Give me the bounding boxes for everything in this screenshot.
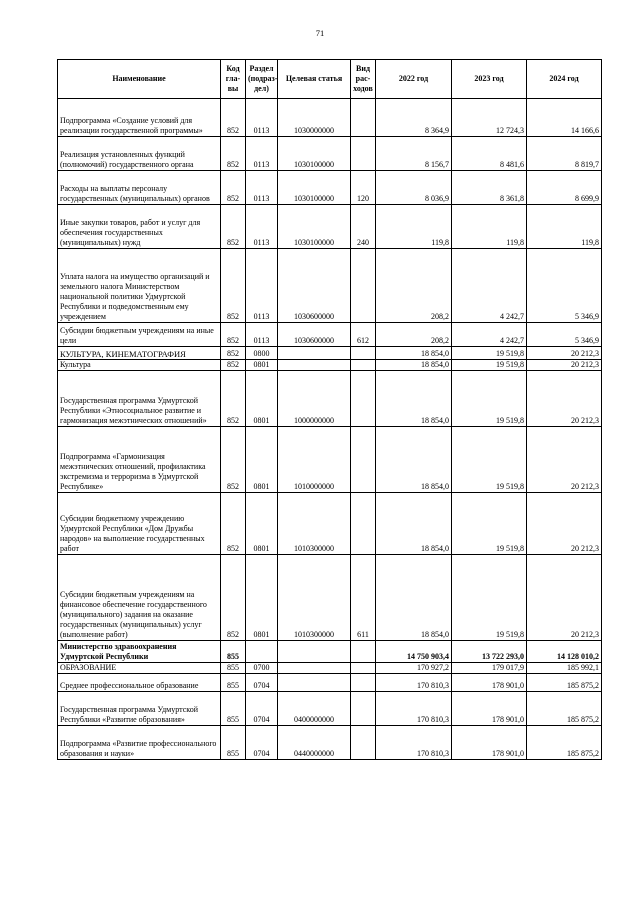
row-section: 0113: [246, 99, 278, 137]
row-section: [246, 641, 278, 663]
table-row: [58, 555, 602, 641]
row-target: [278, 674, 351, 692]
row-code: 852: [221, 493, 246, 555]
row-section: 0704: [246, 726, 278, 760]
row-code: 852: [221, 99, 246, 137]
header-2022: 2022 год: [376, 60, 452, 99]
row-section: 0113: [246, 323, 278, 347]
row-type: 611: [351, 555, 376, 641]
row-2024: 8 699,9: [527, 171, 602, 205]
row-2022: 170 927,2: [376, 663, 452, 674]
row-type: 612: [351, 323, 376, 347]
row-target: [278, 360, 351, 371]
row-type: [351, 249, 376, 323]
row-name: Субсидии бюджетным учреждениям на иные цели: [58, 323, 221, 347]
row-target: 1000000000: [278, 371, 351, 427]
row-2023: 179 017,9: [452, 663, 527, 674]
header-code: Код гла-вы: [221, 60, 246, 99]
row-2023: 19 519,8: [452, 347, 527, 360]
row-2024: 5 346,9: [527, 249, 602, 323]
row-2023: 4 242,7: [452, 323, 527, 347]
row-name: Уплата налога на имущество организаций и земельного налога Министерством национальной политики Удмуртской Республики и подведомственным ему учреждением: [58, 249, 221, 323]
row-type: [351, 493, 376, 555]
row-2023: 19 519,8: [452, 360, 527, 371]
row-type: [351, 360, 376, 371]
row-name: Культура: [58, 360, 221, 371]
row-2024: 185 875,2: [527, 726, 602, 760]
row-2022: 119,8: [376, 205, 452, 249]
row-2022: 170 810,3: [376, 726, 452, 760]
row-type: [351, 371, 376, 427]
row-2023: 178 901,0: [452, 674, 527, 692]
row-type: [351, 99, 376, 137]
row-name: Расходы на выплаты персоналу государственных (муниципальных) органов: [58, 171, 221, 205]
row-type: [351, 674, 376, 692]
table-row: [58, 360, 602, 371]
row-type: [351, 641, 376, 663]
row-2023: 13 722 293,0: [452, 641, 527, 663]
row-2024: 20 212,3: [527, 493, 602, 555]
row-target: 1030100000: [278, 171, 351, 205]
row-code: 852: [221, 323, 246, 347]
row-2024: 8 819,7: [527, 137, 602, 171]
row-name: КУЛЬТУРА, КИНЕМАТОГРАФИЯ: [58, 347, 221, 360]
row-section: 0113: [246, 137, 278, 171]
row-target: 1030000000: [278, 99, 351, 137]
row-section: 0113: [246, 205, 278, 249]
row-section: 0704: [246, 674, 278, 692]
row-2022: 14 750 903,4: [376, 641, 452, 663]
row-code: 855: [221, 674, 246, 692]
header-name: Наименование: [58, 60, 221, 99]
header-2023: 2023 год: [452, 60, 527, 99]
table-row: [58, 726, 602, 760]
row-2022: 8 364,9: [376, 99, 452, 137]
row-2022: 170 810,3: [376, 692, 452, 726]
row-target: 1030600000: [278, 323, 351, 347]
header-2024: 2024 год: [527, 60, 602, 99]
row-2024: 5 346,9: [527, 323, 602, 347]
row-2022: 8 036,9: [376, 171, 452, 205]
row-type: [351, 347, 376, 360]
table-row: [58, 249, 602, 323]
table-row: [58, 493, 602, 555]
row-target: [278, 347, 351, 360]
row-section: 0704: [246, 692, 278, 726]
row-name: Министерство здравоохранения Удмуртской Республики: [58, 641, 221, 663]
row-2024: 119,8: [527, 205, 602, 249]
table-row: [58, 674, 602, 692]
row-section: 0801: [246, 493, 278, 555]
row-2023: 8 481,6: [452, 137, 527, 171]
row-name: Субсидии бюджетному учреждению Удмуртской Республики «Дом Дружбы народов» на выполнение государственных работ: [58, 493, 221, 555]
row-2024: 14 166,6: [527, 99, 602, 137]
row-section: 0113: [246, 249, 278, 323]
header-type: Вид рас-ходов: [351, 60, 376, 99]
row-code: 852: [221, 171, 246, 205]
row-2022: 208,2: [376, 323, 452, 347]
row-target: 1030600000: [278, 249, 351, 323]
row-2023: 19 519,8: [452, 493, 527, 555]
row-2024: 20 212,3: [527, 347, 602, 360]
row-code: 852: [221, 205, 246, 249]
row-2024: 185 875,2: [527, 692, 602, 726]
row-name: Субсидии бюджетным учреждениям на финансовое обеспечение государственного (муниципального) задания на оказание государственных (муниципальных) услуг (выполнение работ): [58, 555, 221, 641]
row-2023: 8 361,8: [452, 171, 527, 205]
row-code: 855: [221, 726, 246, 760]
row-type: 120: [351, 171, 376, 205]
row-target: 0440000000: [278, 726, 351, 760]
row-section: 0113: [246, 171, 278, 205]
row-code: 852: [221, 360, 246, 371]
row-name: Подпрограмма «Гармонизация межэтнических отношений, профилактика экстремизма и терроризма в Удмуртской Республике»: [58, 427, 221, 493]
table-row: [58, 347, 602, 360]
row-target: 0400000000: [278, 692, 351, 726]
row-name: Среднее профессиональное образование: [58, 674, 221, 692]
row-type: 240: [351, 205, 376, 249]
row-2024: 185 875,2: [527, 674, 602, 692]
row-2023: 119,8: [452, 205, 527, 249]
row-code: 852: [221, 555, 246, 641]
table-row: [58, 663, 602, 674]
row-2022: 208,2: [376, 249, 452, 323]
row-target: 1030100000: [278, 137, 351, 171]
row-code: 852: [221, 347, 246, 360]
page-number: 71: [315, 28, 325, 38]
table-row: [58, 641, 602, 663]
row-2023: 12 724,3: [452, 99, 527, 137]
row-2023: 19 519,8: [452, 371, 527, 427]
row-2022: 18 854,0: [376, 371, 452, 427]
row-code: 852: [221, 137, 246, 171]
table-row: [58, 171, 602, 205]
row-2022: 18 854,0: [376, 347, 452, 360]
row-2022: 170 810,3: [376, 674, 452, 692]
row-section: 0801: [246, 427, 278, 493]
row-target: 1010300000: [278, 555, 351, 641]
row-2024: 14 128 010,2: [527, 641, 602, 663]
row-target: [278, 641, 351, 663]
row-type: [351, 137, 376, 171]
table-row: [58, 427, 602, 493]
table-row: [58, 692, 602, 726]
row-2023: 4 242,7: [452, 249, 527, 323]
row-target: 1030100000: [278, 205, 351, 249]
row-2022: 18 854,0: [376, 493, 452, 555]
row-2022: 18 854,0: [376, 427, 452, 493]
row-2024: 20 212,3: [527, 555, 602, 641]
table-header-row: [58, 60, 602, 99]
row-target: 1010300000: [278, 493, 351, 555]
row-2024: 20 212,3: [527, 371, 602, 427]
row-type: [351, 427, 376, 493]
row-name: Подпрограмма «Создание условий для реализации государственной программы»: [58, 99, 221, 137]
row-code: 852: [221, 427, 246, 493]
row-code: 855: [221, 641, 246, 663]
row-type: [351, 663, 376, 674]
row-2024: 185 992,1: [527, 663, 602, 674]
row-code: 852: [221, 371, 246, 427]
header-target: Целевая статья: [278, 60, 351, 99]
row-2022: 8 156,7: [376, 137, 452, 171]
row-2024: 20 212,3: [527, 360, 602, 371]
row-code: 855: [221, 663, 246, 674]
table-row: [58, 99, 602, 137]
row-section: 0800: [246, 347, 278, 360]
row-target: 1010000000: [278, 427, 351, 493]
row-target: [278, 663, 351, 674]
row-name: Государственная программа Удмуртской Республики «Этносоциальное развитие и гармонизация межэтнических отношений»: [58, 371, 221, 427]
table-row: [58, 137, 602, 171]
row-name: Реализация установленных функций (полномочий) государственного органа: [58, 137, 221, 171]
row-section: 0700: [246, 663, 278, 674]
row-2023: 19 519,8: [452, 555, 527, 641]
row-2023: 19 519,8: [452, 427, 527, 493]
row-2022: 18 854,0: [376, 555, 452, 641]
header-section: Раздел (подраз-дел): [246, 60, 278, 99]
table-row: [58, 205, 602, 249]
row-section: 0801: [246, 371, 278, 427]
row-type: [351, 692, 376, 726]
row-2024: 20 212,3: [527, 427, 602, 493]
row-section: 0801: [246, 360, 278, 371]
table-body: [58, 99, 602, 760]
row-type: [351, 726, 376, 760]
row-2023: 178 901,0: [452, 726, 527, 760]
row-section: 0801: [246, 555, 278, 641]
row-code: 852: [221, 249, 246, 323]
row-name: Государственная программа Удмуртской Республики «Развитие образования»: [58, 692, 221, 726]
row-name: Подпрограмма «Развитие профессионального образования и науки»: [58, 726, 221, 760]
table-row: [58, 323, 602, 347]
row-name: ОБРАЗОВАНИЕ: [58, 663, 221, 674]
row-name: Иные закупки товаров, работ и услуг для обеспечения государственных (муниципальных) нужд: [58, 205, 221, 249]
row-2023: 178 901,0: [452, 692, 527, 726]
row-2022: 18 854,0: [376, 360, 452, 371]
budget-table: [57, 59, 602, 760]
row-code: 855: [221, 692, 246, 726]
table-row: [58, 371, 602, 427]
